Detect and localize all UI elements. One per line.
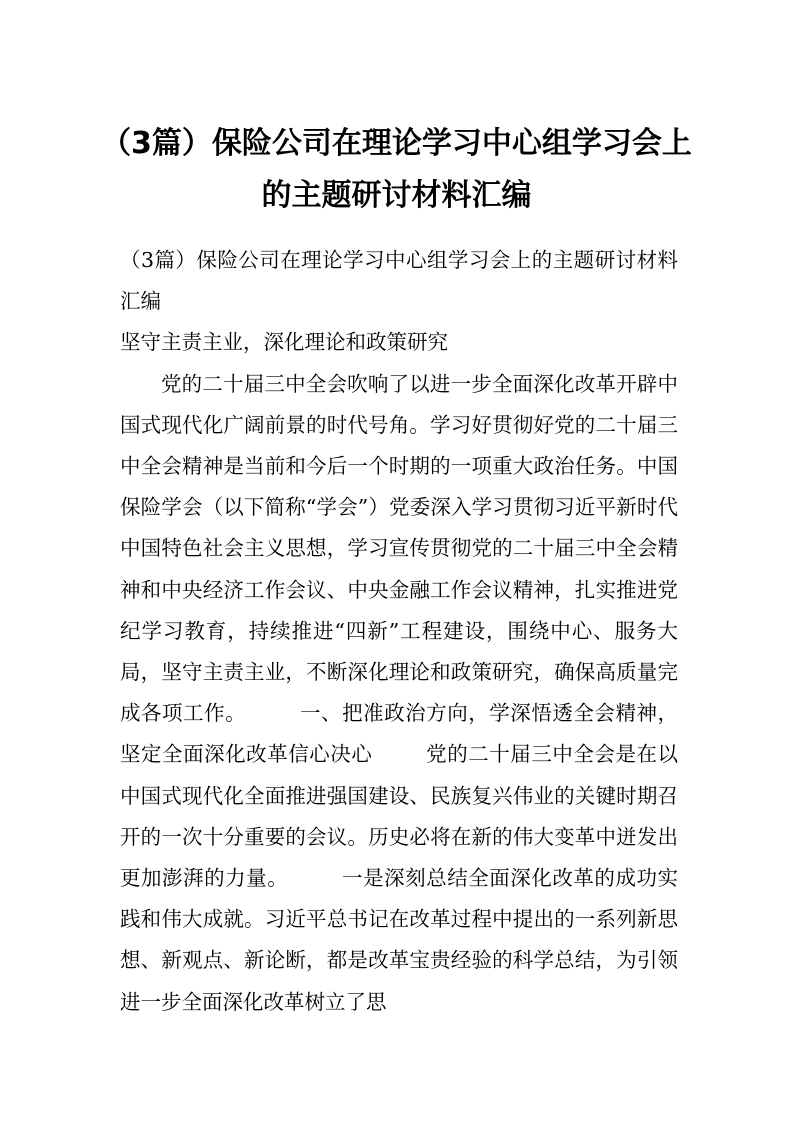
document-subtitle-line: （3篇）保险公司在理论学习中心组学习会上的主题研讨材料汇编 — [120, 248, 678, 314]
paragraph-2-text: 党的二十届三中全会是在以中国式现代化全面推进强国建设、民族复兴伟业的关键时期召开的一次十分重要的会议。历史必将在新的伟大变革中迸发出更加澎湃的力量。 — [120, 742, 679, 891]
document-body — [120, 240, 678, 1023]
paragraph-1-text: 党的二十届三中全会吹响了以进一步全面深化改革开辟中国式现代化广阔前景的时代号角。学习好贯彻好党的二十届三中全会精神是当前和今后一个时期的一项重大政治任务。中国保险学会（以下简称“学会”）党委深入学习贯彻习近平新时代中国特色社会主义思想，学习宣传贯彻党的二十届三中全会精神和中央经济工作会议、中央金融工作会议精神，扎实推进党纪学习教育，持续推进“四新”工程建设，围绕中心、服务大局，坚守主责主业，不断深化理论和政策研究，确保高质量完成各项工作。 — [120, 371, 678, 726]
section-heading: 坚守主责主业，深化理论和政策研究 — [120, 330, 448, 355]
paragraph-3-text: 一是深刻总结全面深化改革的成功实践和伟大成就。习近平总书记在改革过程中提出的一系列新思想、新观点、新论断，都是改革宝贵经验的科学总结，为引领进一步全面深化改革树立了思 — [120, 866, 678, 1014]
body-paragraph — [120, 364, 678, 1023]
document-title: （3篇）保险公司在理论学习中心组学习会上的主题研讨材料汇编 — [101, 126, 692, 213]
heading-1-text: 一、把准政治方向，学深悟透全会精神，坚定全面深化改革信心决心 — [120, 701, 679, 767]
